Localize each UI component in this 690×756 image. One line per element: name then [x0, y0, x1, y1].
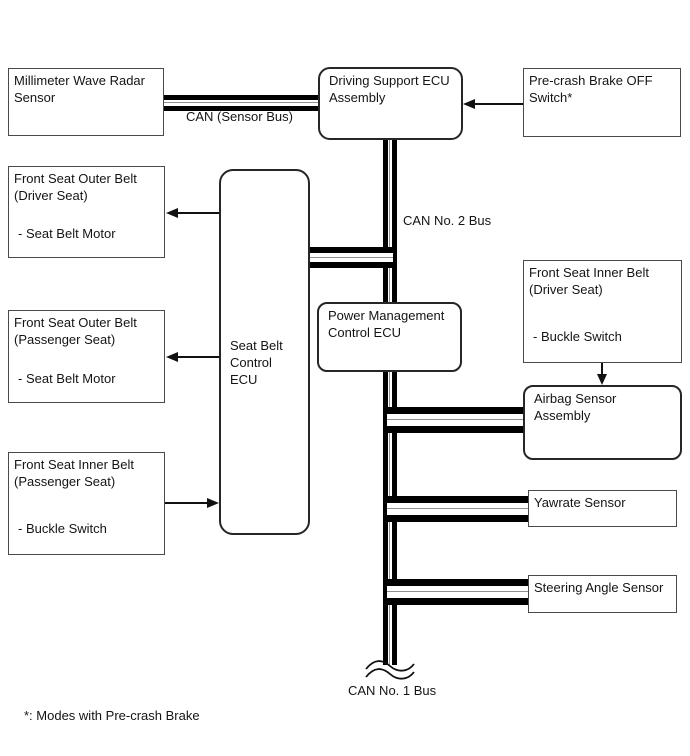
- box-label-line: Front Seat Inner Belt: [14, 457, 134, 472]
- bus-center-line: [387, 591, 529, 592]
- arrow-line-seatbelt-to-outer-passenger: [178, 356, 219, 358]
- box-sub-label: - Seat Belt Motor: [18, 226, 116, 241]
- bus-center-line: [387, 508, 529, 509]
- box-label-line: Front Seat Inner Belt: [529, 265, 649, 280]
- box-label-line: Power Management: [328, 308, 445, 323]
- arrow-head-inner-driver-to-airbag: [597, 374, 607, 385]
- box-label-line: Yawrate Sensor: [534, 495, 626, 510]
- box-label-line: (Passenger Seat): [14, 474, 116, 489]
- steering-bus-branch: [387, 579, 529, 605]
- box-label-line: Sensor: [14, 90, 56, 105]
- box-sub-label: - Buckle Switch: [533, 329, 622, 344]
- box-label-line: (Driver Seat): [14, 188, 88, 203]
- box-driving-support-ecu-assembly: [318, 67, 463, 140]
- box-label-line: Millimeter Wave Radar: [14, 73, 145, 88]
- arrow-head-seatbelt-to-outer-passenger: [166, 352, 178, 362]
- box-airbag-sensor-assembly: [523, 385, 682, 460]
- arrow-head-precrash-to-driving: [463, 99, 475, 109]
- label-can-no2-bus: CAN No. 2 Bus: [403, 213, 492, 228]
- box-label-line: Control ECU: [328, 325, 401, 340]
- box-label-line: Pre-crash Brake OFF: [529, 73, 653, 88]
- arrow-line-seatbelt-to-outer-driver: [178, 212, 219, 214]
- box-label-line: Steering Angle Sensor: [534, 580, 664, 595]
- bus-center-line: [387, 419, 524, 420]
- box-millimeter-wave-radar-sensor: [8, 68, 164, 136]
- arrow-head-seatbelt-to-outer-driver: [166, 208, 178, 218]
- box-sub-label: - Seat Belt Motor: [18, 371, 116, 386]
- box-label-line: Front Seat Outer Belt: [14, 315, 137, 330]
- bus-center-line: [309, 257, 393, 258]
- box-label-line: (Driver Seat): [529, 282, 603, 297]
- box-yawrate-sensor: [528, 490, 677, 527]
- box-label-line: (Passenger Seat): [14, 332, 116, 347]
- seat-belt-ecu-bus-branch: [309, 247, 393, 268]
- box-label-line: Driving Support ECU: [329, 73, 450, 88]
- label-can-sensor-bus: CAN (Sensor Bus): [186, 109, 293, 124]
- box-label-line: Control ECU: [230, 355, 272, 387]
- box-label-line: Assembly: [329, 90, 386, 105]
- yawrate-bus-branch: [387, 496, 529, 522]
- box-front-seat-outer-belt-passenger: [8, 310, 165, 403]
- box-label-line: Seat Belt: [230, 338, 283, 353]
- bus-break-wave-icon: [362, 657, 418, 685]
- box-steering-angle-sensor: [528, 575, 677, 613]
- box-front-seat-inner-belt-passenger: [8, 452, 165, 555]
- label-can-no1-bus: CAN No. 1 Bus: [348, 683, 437, 698]
- arrow-head-inner-passenger-to-seatbelt: [207, 498, 219, 508]
- box-front-seat-outer-belt-driver: [8, 166, 165, 258]
- box-label-line: Front Seat Outer Belt: [14, 171, 137, 186]
- box-seat-belt-control-ecu: [219, 169, 310, 535]
- box-power-management-control-ecu: [317, 302, 462, 372]
- airbag-bus-branch: [387, 407, 524, 433]
- bus-center-line: [164, 102, 319, 103]
- box-label-line: Airbag Sensor Assembly: [534, 391, 617, 423]
- box-front-seat-inner-belt-driver: [523, 260, 682, 363]
- box-sub-label: - Buckle Switch: [18, 521, 107, 536]
- box-precrash-brake-off-switch: [523, 68, 681, 137]
- footnote-precrash-modes: *: Modes with Pre-crash Brake: [24, 708, 200, 723]
- arrow-line-inner-passenger-to-seatbelt: [165, 502, 208, 504]
- box-label-line: Switch*: [529, 90, 573, 105]
- arrow-line-precrash-to-driving: [475, 103, 523, 105]
